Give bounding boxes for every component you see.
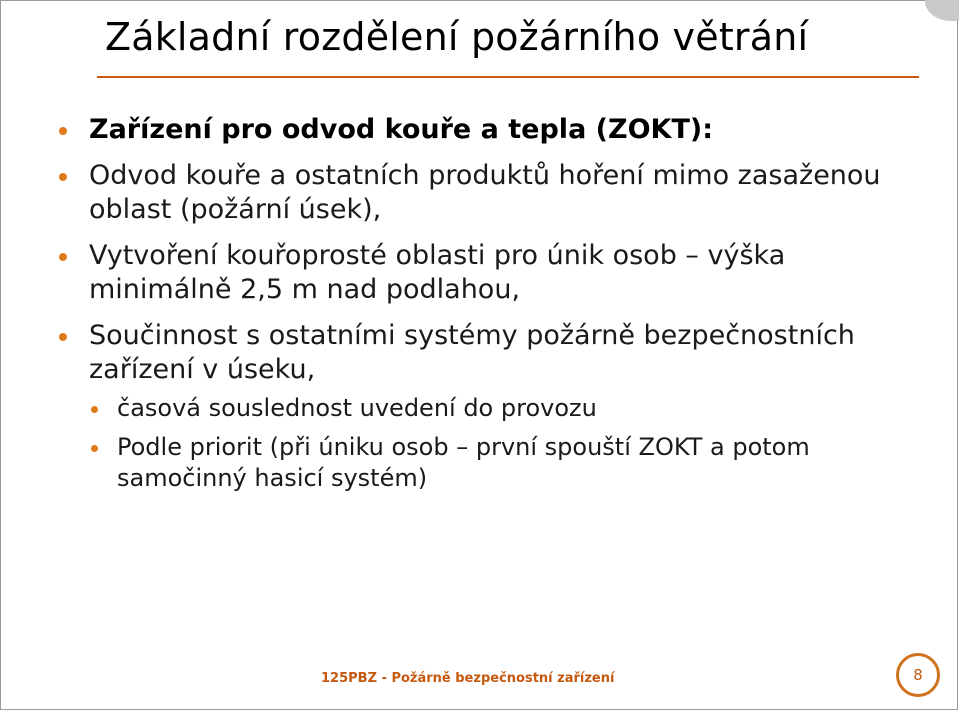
sub-bullet-text: časová souslednost uvedení do provozu [117, 394, 597, 422]
sub-bullet-text: Podle priorit (při úniku osob – první spouští ZOKT a potom samočinný hasicí systém) [117, 433, 810, 492]
page-number-badge [896, 653, 940, 697]
sub-bullet-item [53, 432, 913, 494]
page-number: 8 [913, 666, 923, 684]
sub-bullet-dot-icon [91, 445, 98, 452]
bullet-text: Odvod kouře a ostatních produktů hoření mimo zasaženou oblast (požární úsek), [89, 160, 881, 225]
bullet-dot-icon [59, 173, 67, 181]
bullet-dot-icon [59, 253, 67, 261]
footer-course-title: 125PBZ - Požárně bezpečnostní zařízení [321, 671, 615, 686]
sub-bullet-item [53, 393, 913, 424]
bullet-item [53, 239, 913, 307]
bullet-item [53, 113, 913, 147]
bullet-text: Zařízení pro odvod kouře a tepla (ZOKT): [89, 114, 714, 145]
bullet-text: Vytvoření kouřoprosté oblasti pro únik osob – výška minimálně 2,5 m nad podlahou, [89, 240, 786, 305]
slide-title: Základní rozdělení požárního větrání [105, 15, 809, 59]
bullet-text: Součinnost s ostatními systémy požárně bezpečnostních zařízení v úseku, [89, 320, 855, 385]
bullet-item [53, 319, 913, 387]
bullet-dot-icon [59, 333, 67, 341]
bullet-item [53, 159, 913, 227]
title-underline [97, 76, 919, 78]
corner-decoration [925, 0, 959, 21]
slide-body [53, 113, 913, 502]
bullet-dot-icon [59, 127, 67, 135]
sub-bullet-dot-icon [91, 406, 98, 413]
